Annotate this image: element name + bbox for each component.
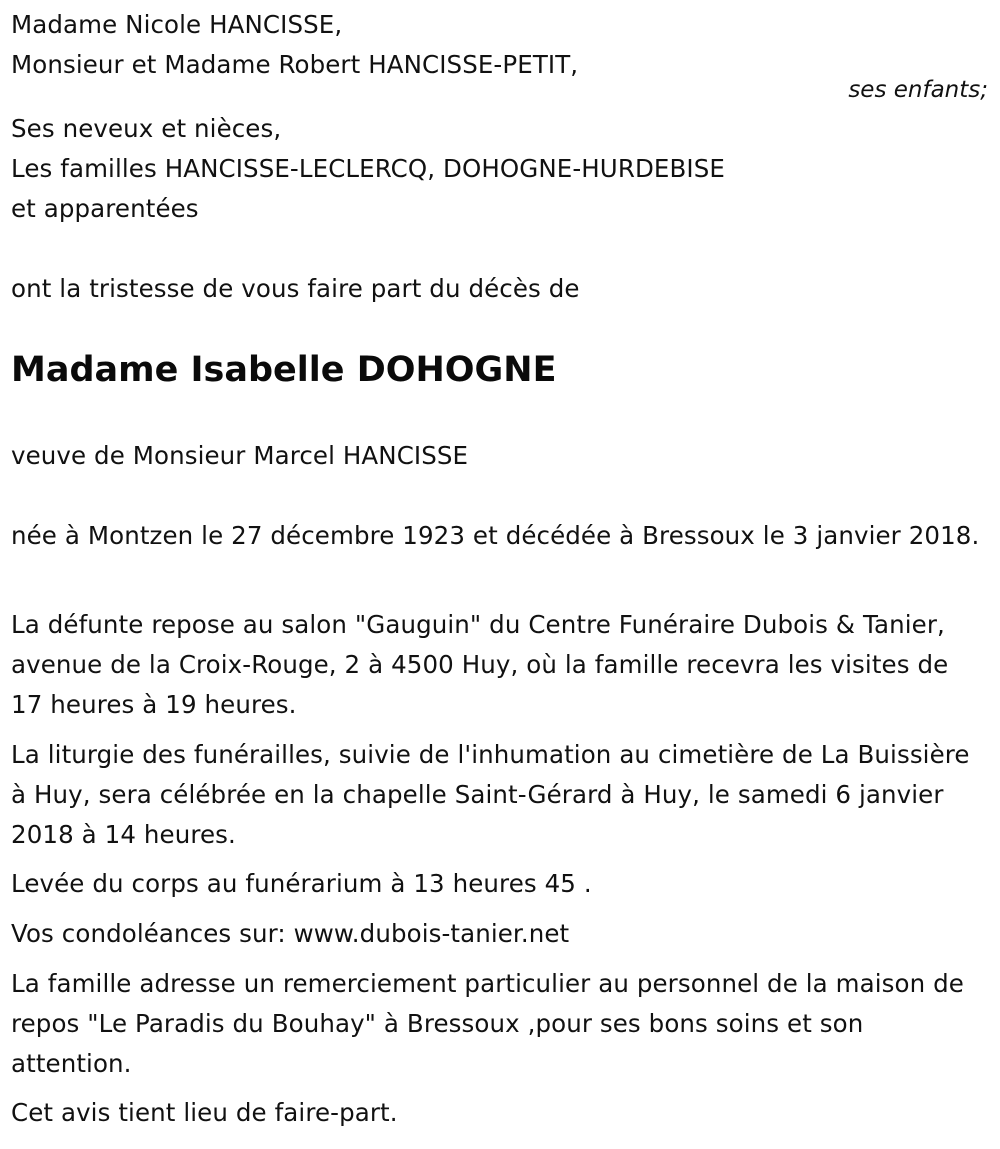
- family-line-5: et apparentées: [11, 194, 199, 223]
- birth-death-paragraph: née à Montzen le 27 décembre 1923 et décédée à Bressoux le 3 janvier 2018.: [11, 521, 980, 550]
- viewing-paragraph: La défunte repose au salon "Gauguin" du Centre Funéraire Dubois & Tanier, avenue de la Croix-Rouge, 2 à 4500 Huy, où la famille recevra les visites de 17 heures à 19 heures.: [11, 610, 949, 719]
- announcement: ont la tristesse de vous faire part du décès de: [11, 274, 580, 303]
- deceased-name: Madame Isabelle DOHOGNE: [11, 350, 557, 390]
- spouse-line: veuve de Monsieur Marcel HANCISSE: [11, 441, 469, 470]
- condolences-paragraph: Vos condoléances sur: www.dubois-tanier.net: [11, 919, 570, 948]
- family-line-1: Madame Nicole HANCISSE,: [11, 10, 343, 39]
- thanks-paragraph: La famille adresse un remerciement particulier au personnel de la maison de repos "Le Paradis du Bouhay" à Bressoux ,pour ses bons soins et son attention.: [11, 969, 964, 1078]
- family-line-2: Monsieur et Madame Robert HANCISSE-PETIT,: [11, 50, 579, 79]
- procession-paragraph: Levée du corps au funérarium à 13 heures 45 .: [11, 869, 592, 898]
- family-role: ses enfants;: [848, 77, 988, 103]
- family-line-4: Les familles HANCISSE-LECLERCQ, DOHOGNE-HURDEBISE: [11, 154, 725, 183]
- closing-paragraph: Cet avis tient lieu de faire-part.: [11, 1098, 398, 1127]
- family-line-3: Ses neveux et nièces,: [11, 114, 282, 143]
- funeral-paragraph: La liturgie des funérailles, suivie de l'inhumation au cimetière de La Buissière à Huy, sera célébrée en la chapelle Saint-Gérard à Huy, le samedi 6 janvier 2018 à 14 heures.: [11, 740, 970, 849]
